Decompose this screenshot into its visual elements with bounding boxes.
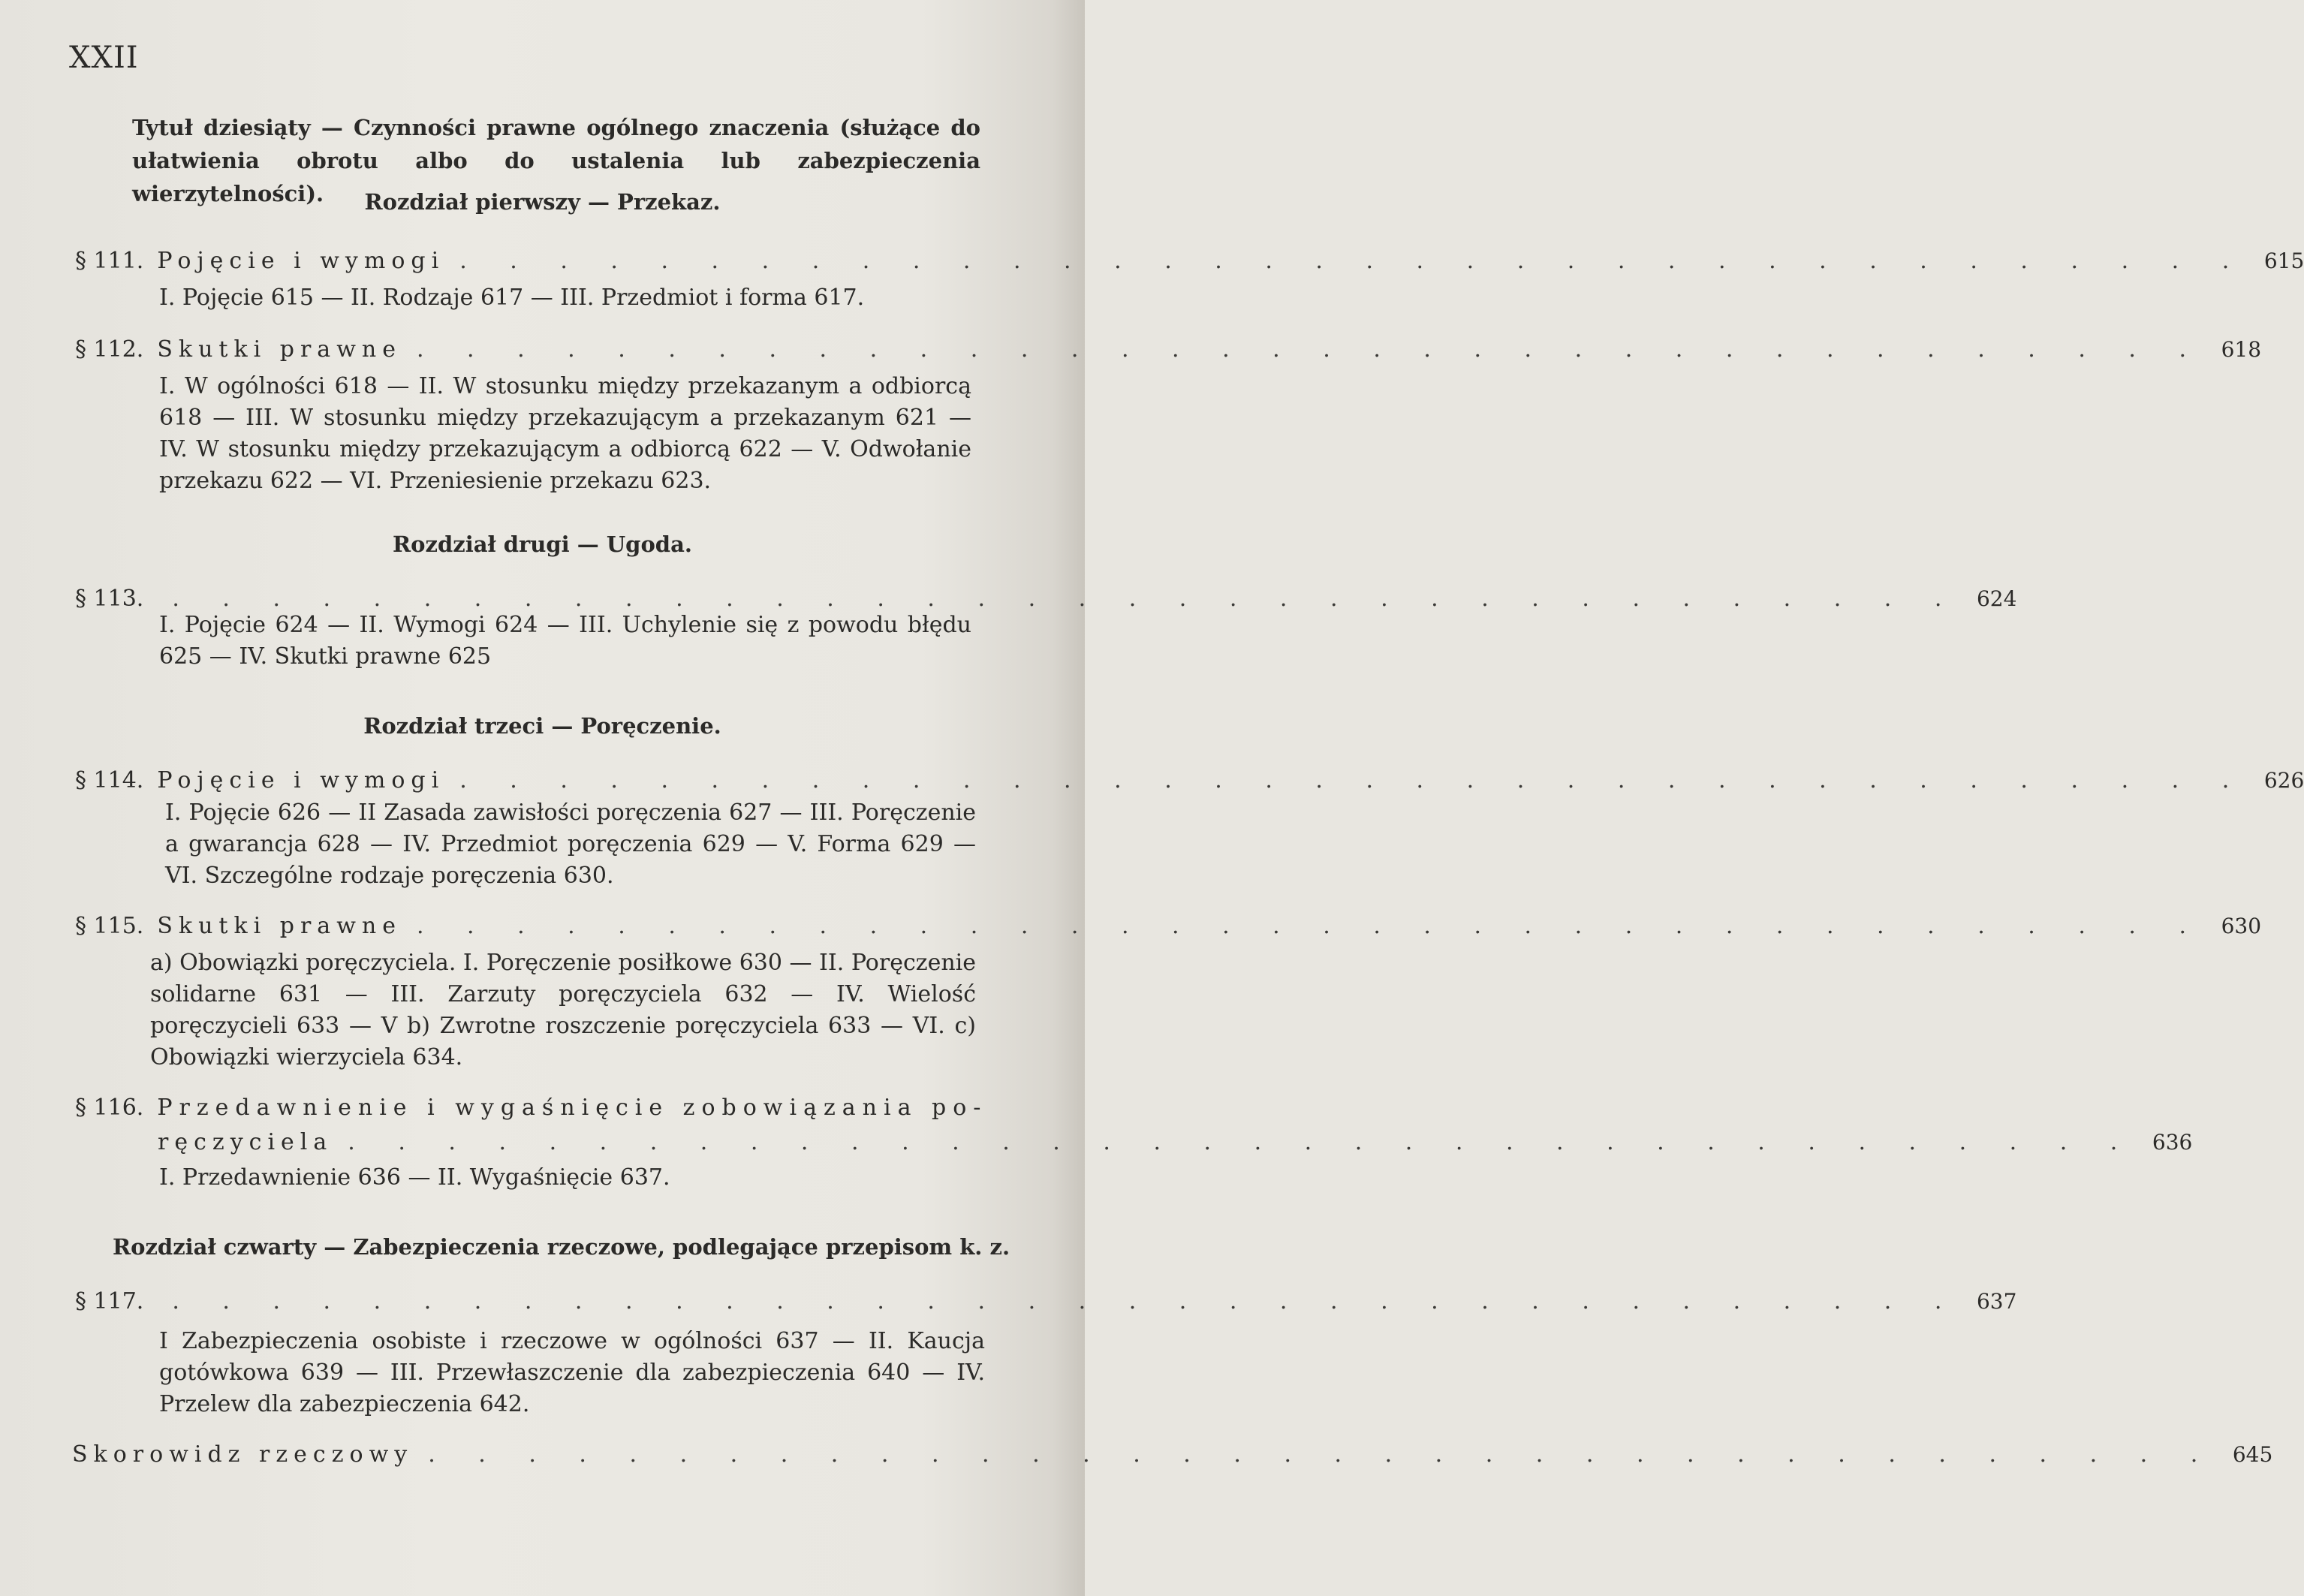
section-title: Przedawnienie i wygaśnięcie zobowiązania po-: [157, 1095, 988, 1121]
dot-leader: . . . . . . . . . . . . . . . . . . . . . . . . . . . . . . . . . . . .: [172, 1288, 1960, 1314]
page-ref: 630: [2221, 914, 2262, 938]
page-ref: 618: [2221, 337, 2262, 362]
section-contents: I. Pojęcie 624 — II. Wymogi 624 — III. Uchylenie się z powodu błędu 625 — IV. Skutki prawne 625: [159, 612, 971, 670]
section-number: § 113.: [75, 586, 144, 612]
section-number: § 111.: [75, 248, 144, 274]
index-title: Skorowidz rzeczowy: [72, 1441, 414, 1468]
section-contents: I Zabezpieczenia osobiste i rzeczowe w ogólności 637 — II. Kaucja gotówkowa 639 — III. Przewłaszczenie dla zabezpieczenia 640 — IV. Przelew dla zabezpieczenia 642.: [159, 1328, 985, 1417]
dot-leader: . . . . . . . . . . . . . . . . . . . . . . . . . . . . . . . . . . . .: [416, 913, 2205, 939]
section-contents: I. Pojęcie 615 — II. Rodzaje 617 — III. Przedmiot i forma 617.: [159, 285, 865, 311]
page-ref: 626: [2263, 768, 2304, 793]
dot-leader: . . . . . . . . . . . . . . . . . . . . . . . . . . . . . . . . . . . .: [348, 1129, 2136, 1155]
toc-entry-112: [75, 336, 2262, 363]
toc-entry-113: [75, 586, 2017, 612]
chapter-heading: Rozdział czwarty — Zabezpieczenia rzeczowe, podlegające przepisom k. z.: [113, 1234, 1010, 1260]
chapter-heading: Rozdział trzeci — Poręczenie.: [363, 713, 721, 739]
section-title-continuation: ręczyciela: [158, 1129, 333, 1155]
toc-entry-115: [75, 913, 2262, 939]
section-contents: I. W ogólności 618 — II. W stosunku między przekazanym a odbiorcą 618 — III. W stosunku między przekazującym a przekazanym 621 — IV. W stosunku między przekazującym a odbiorcą 622 — V. Odwołanie przekazu 622 — VI. Przeniesienie przekazu 623.: [159, 373, 971, 494]
page-ref: 624: [1976, 586, 2017, 611]
section-number: § 114.: [75, 767, 144, 793]
section-number: § 117.: [75, 1288, 144, 1314]
section-contents: I. Przedawnienie 636 — II. Wygaśnięcie 637.: [159, 1164, 670, 1191]
toc-entry-116: [75, 1095, 1044, 1121]
part-title: Tytuł dziesiąty — Czynności prawne ogólnego znaczenia (służące do ułatwienia obrotu albo do ustalenia lub zabezpieczenia wierzytelności).: [132, 115, 980, 206]
toc-entry-111: [75, 248, 2304, 274]
toc-entry-117: [75, 1288, 2017, 1314]
dot-leader: . . . . . . . . . . . . . . . . . . . . . . . . . . . . . . . . . . . .: [172, 586, 1960, 612]
section-title: Pojęcie i wymogi: [157, 767, 445, 793]
dot-leader: . . . . . . . . . . . . . . . . . . . . . . . . . . . . . . . . . . . .: [416, 336, 2205, 363]
chapter-heading: Rozdział pierwszy — Przekaz.: [364, 189, 721, 215]
dot-leader: . . . . . . . . . . . . . . . . . . . . . . . . . . . . . . . . . . . .: [459, 767, 2248, 793]
page-ref: 636: [2152, 1130, 2193, 1155]
section-number: § 115.: [75, 913, 144, 939]
page-number: XXII: [69, 41, 139, 75]
page-ref: 645: [2232, 1442, 2273, 1467]
dot-leader: . . . . . . . . . . . . . . . . . . . . . . . . . . . . . . . . . . . .: [428, 1441, 2216, 1468]
section-number: § 116.: [75, 1095, 144, 1121]
section-title: Skutki prawne: [157, 336, 402, 363]
section-number: § 112.: [75, 336, 144, 363]
dot-leader: . . . . . . . . . . . . . . . . . . . . . . . . . . . . . . . . . . . .: [459, 248, 2248, 274]
toc-entry-116-continuation: [158, 1129, 2193, 1155]
section-contents: a) Obowiązki poręczyciela. I. Poręczenie posiłkowe 630 — II. Poręczenie solidarne 631 — III. Zarzuty poręczyciela 632 — IV. Wielość poręczycieli 633 — V b) Zwrotne roszczenie poręczyciela 633 — VI. c) Obowiązki wierzyciela 634.: [150, 950, 976, 1071]
section-contents: I. Pojęcie 626 — II Zasada zawisłości poręczenia 627 — III. Poręczenie a gwarancja 628 — IV. Przedmiot poręczenia 629 — V. Forma 629 — VI. Szczególne rodzaje poręczenia 630.: [165, 800, 976, 889]
section-title: Skutki prawne: [157, 913, 402, 939]
page-ref: 637: [1976, 1289, 2017, 1314]
page-ref: 615: [2263, 248, 2304, 273]
section-title: Pojęcie i wymogi: [157, 248, 445, 274]
toc-entry-index: [72, 1441, 2273, 1468]
toc-entry-114: [75, 767, 2304, 793]
chapter-heading: Rozdział drugi — Ugoda.: [393, 531, 692, 557]
